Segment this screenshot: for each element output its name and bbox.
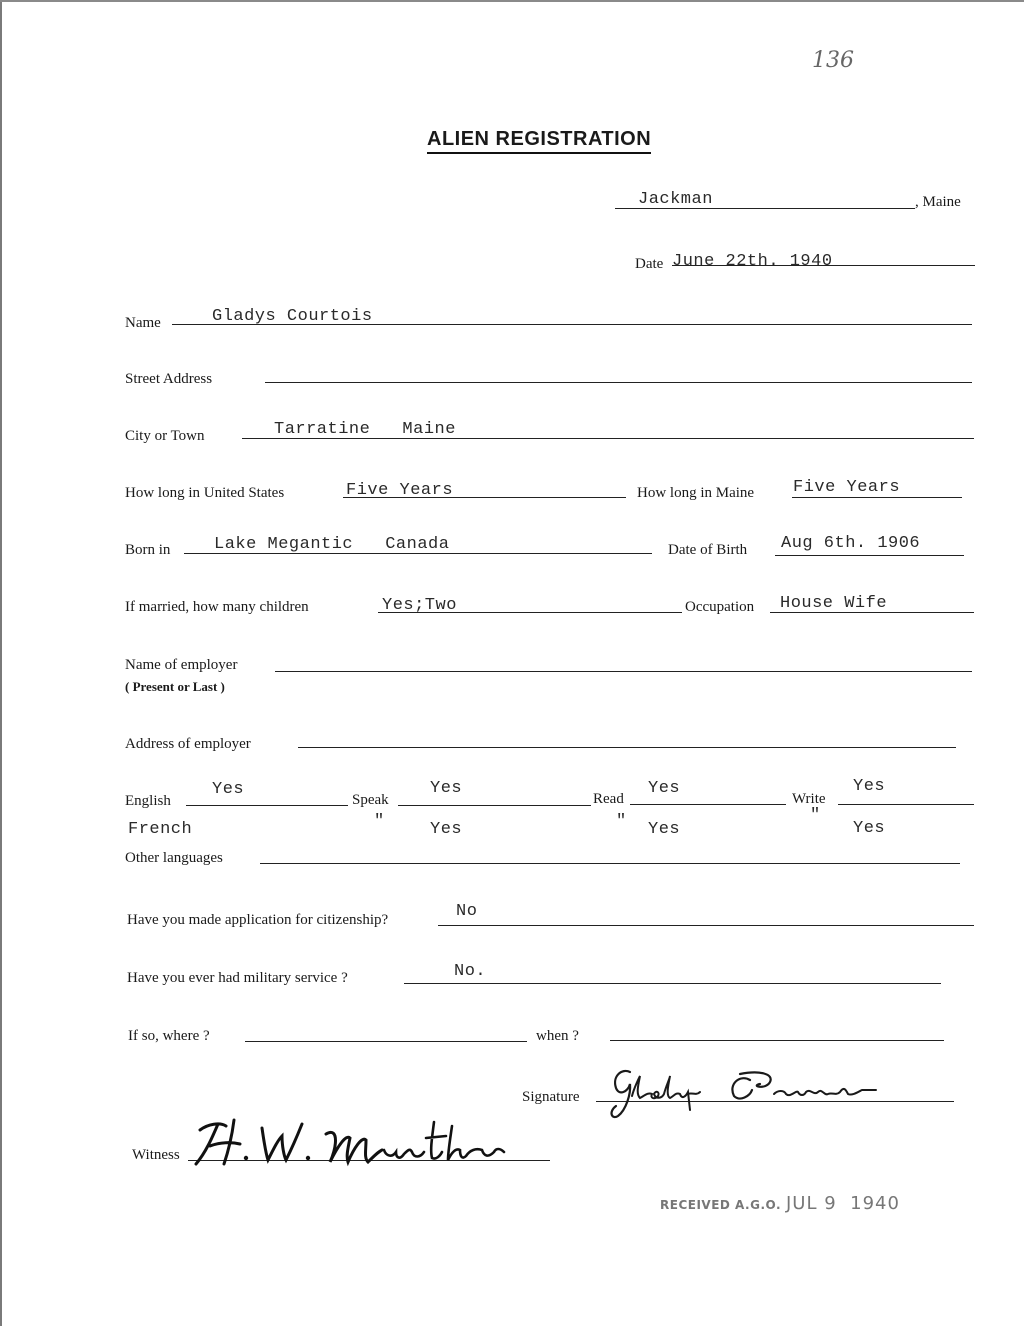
write-label: Write: [792, 791, 826, 807]
read-label: Read: [593, 791, 624, 807]
received-stamp-text: RECEIVED A.G.O.: [660, 1198, 782, 1212]
read-line: [630, 804, 786, 805]
other-languages-label: Other languages: [125, 850, 223, 866]
english-line: [186, 805, 348, 806]
when-label: when ?: [536, 1028, 579, 1044]
english-write-value: Yes: [853, 777, 886, 796]
signature-handwriting: [600, 1062, 880, 1120]
received-stamp-date: JUL 9 1940: [786, 1193, 900, 1214]
employer-line: [275, 671, 972, 672]
witness-signature-handwriting: [190, 1112, 520, 1172]
french-read-value: Yes: [648, 820, 681, 839]
dob-value: Aug 6th. 1906: [781, 534, 921, 553]
english-speak-value: Yes: [430, 779, 463, 798]
date-value: June 22th. 1940: [672, 252, 833, 271]
other-languages-line: [260, 863, 960, 864]
street-address-label: Street Address: [125, 371, 213, 387]
scan-edge-left: [0, 0, 2, 1326]
name-label: Name: [125, 315, 161, 331]
dob-line: [775, 555, 964, 556]
years-maine-value: Five Years: [793, 478, 901, 497]
years-us-label: How long in United States: [125, 485, 285, 501]
military-value: No.: [454, 962, 487, 981]
page-number: 136: [812, 48, 854, 73]
born-in-label: Born in: [125, 542, 171, 558]
write-line: [838, 804, 974, 805]
employer-sublabel: ( Present or Last ): [125, 679, 225, 694]
years-maine-line: [792, 497, 962, 498]
born-in-value: Lake Megantic Canada: [214, 535, 450, 554]
date-label: Date: [635, 256, 664, 272]
employer-address-line: [298, 747, 956, 748]
employer-address-label: Address of employer: [125, 736, 251, 752]
english-label: English: [125, 793, 171, 809]
place-state-label: , Maine: [915, 194, 961, 210]
where-label: If so, where ?: [128, 1028, 210, 1044]
french-read-ditto: ": [616, 812, 627, 831]
speak-label: Speak: [352, 792, 389, 808]
occupation-value: House Wife: [780, 594, 888, 613]
scan-edge-top: [0, 0, 1024, 2]
form-title: ALIEN REGISTRATION: [427, 128, 651, 154]
english-value: Yes: [212, 780, 245, 799]
french-label: French: [128, 820, 193, 839]
city-label: City or Town: [125, 428, 205, 444]
street-address-line: [265, 382, 972, 383]
where-line: [245, 1041, 527, 1042]
military-label: Have you ever had military service ?: [127, 970, 348, 986]
french-write-ditto: ": [810, 806, 821, 825]
military-line: [404, 983, 941, 984]
name-value: Gladys Courtois: [212, 307, 373, 326]
french-speak-value: Yes: [430, 820, 463, 839]
citizenship-line: [438, 925, 974, 926]
years-maine-label: How long in Maine: [637, 485, 755, 501]
city-value: Tarratine Maine: [274, 420, 456, 439]
when-line: [610, 1040, 944, 1041]
years-us-value: Five Years: [346, 481, 454, 500]
place-town-value: Jackman: [638, 190, 713, 209]
french-write-value: Yes: [853, 819, 886, 838]
citizenship-value: No: [456, 902, 478, 921]
dob-label: Date of Birth: [668, 542, 748, 558]
employer-label: Name of employer: [125, 657, 238, 673]
children-label: If married, how many children: [125, 599, 309, 615]
citizenship-label: Have you made application for citizenship?: [127, 912, 389, 928]
witness-label: Witness: [132, 1147, 180, 1163]
signature-label: Signature: [522, 1089, 580, 1105]
children-value: Yes;Two: [382, 596, 457, 615]
english-read-value: Yes: [648, 779, 681, 798]
speak-line: [398, 805, 591, 806]
french-speak-ditto: ": [374, 812, 385, 831]
occupation-label: Occupation: [685, 599, 755, 615]
